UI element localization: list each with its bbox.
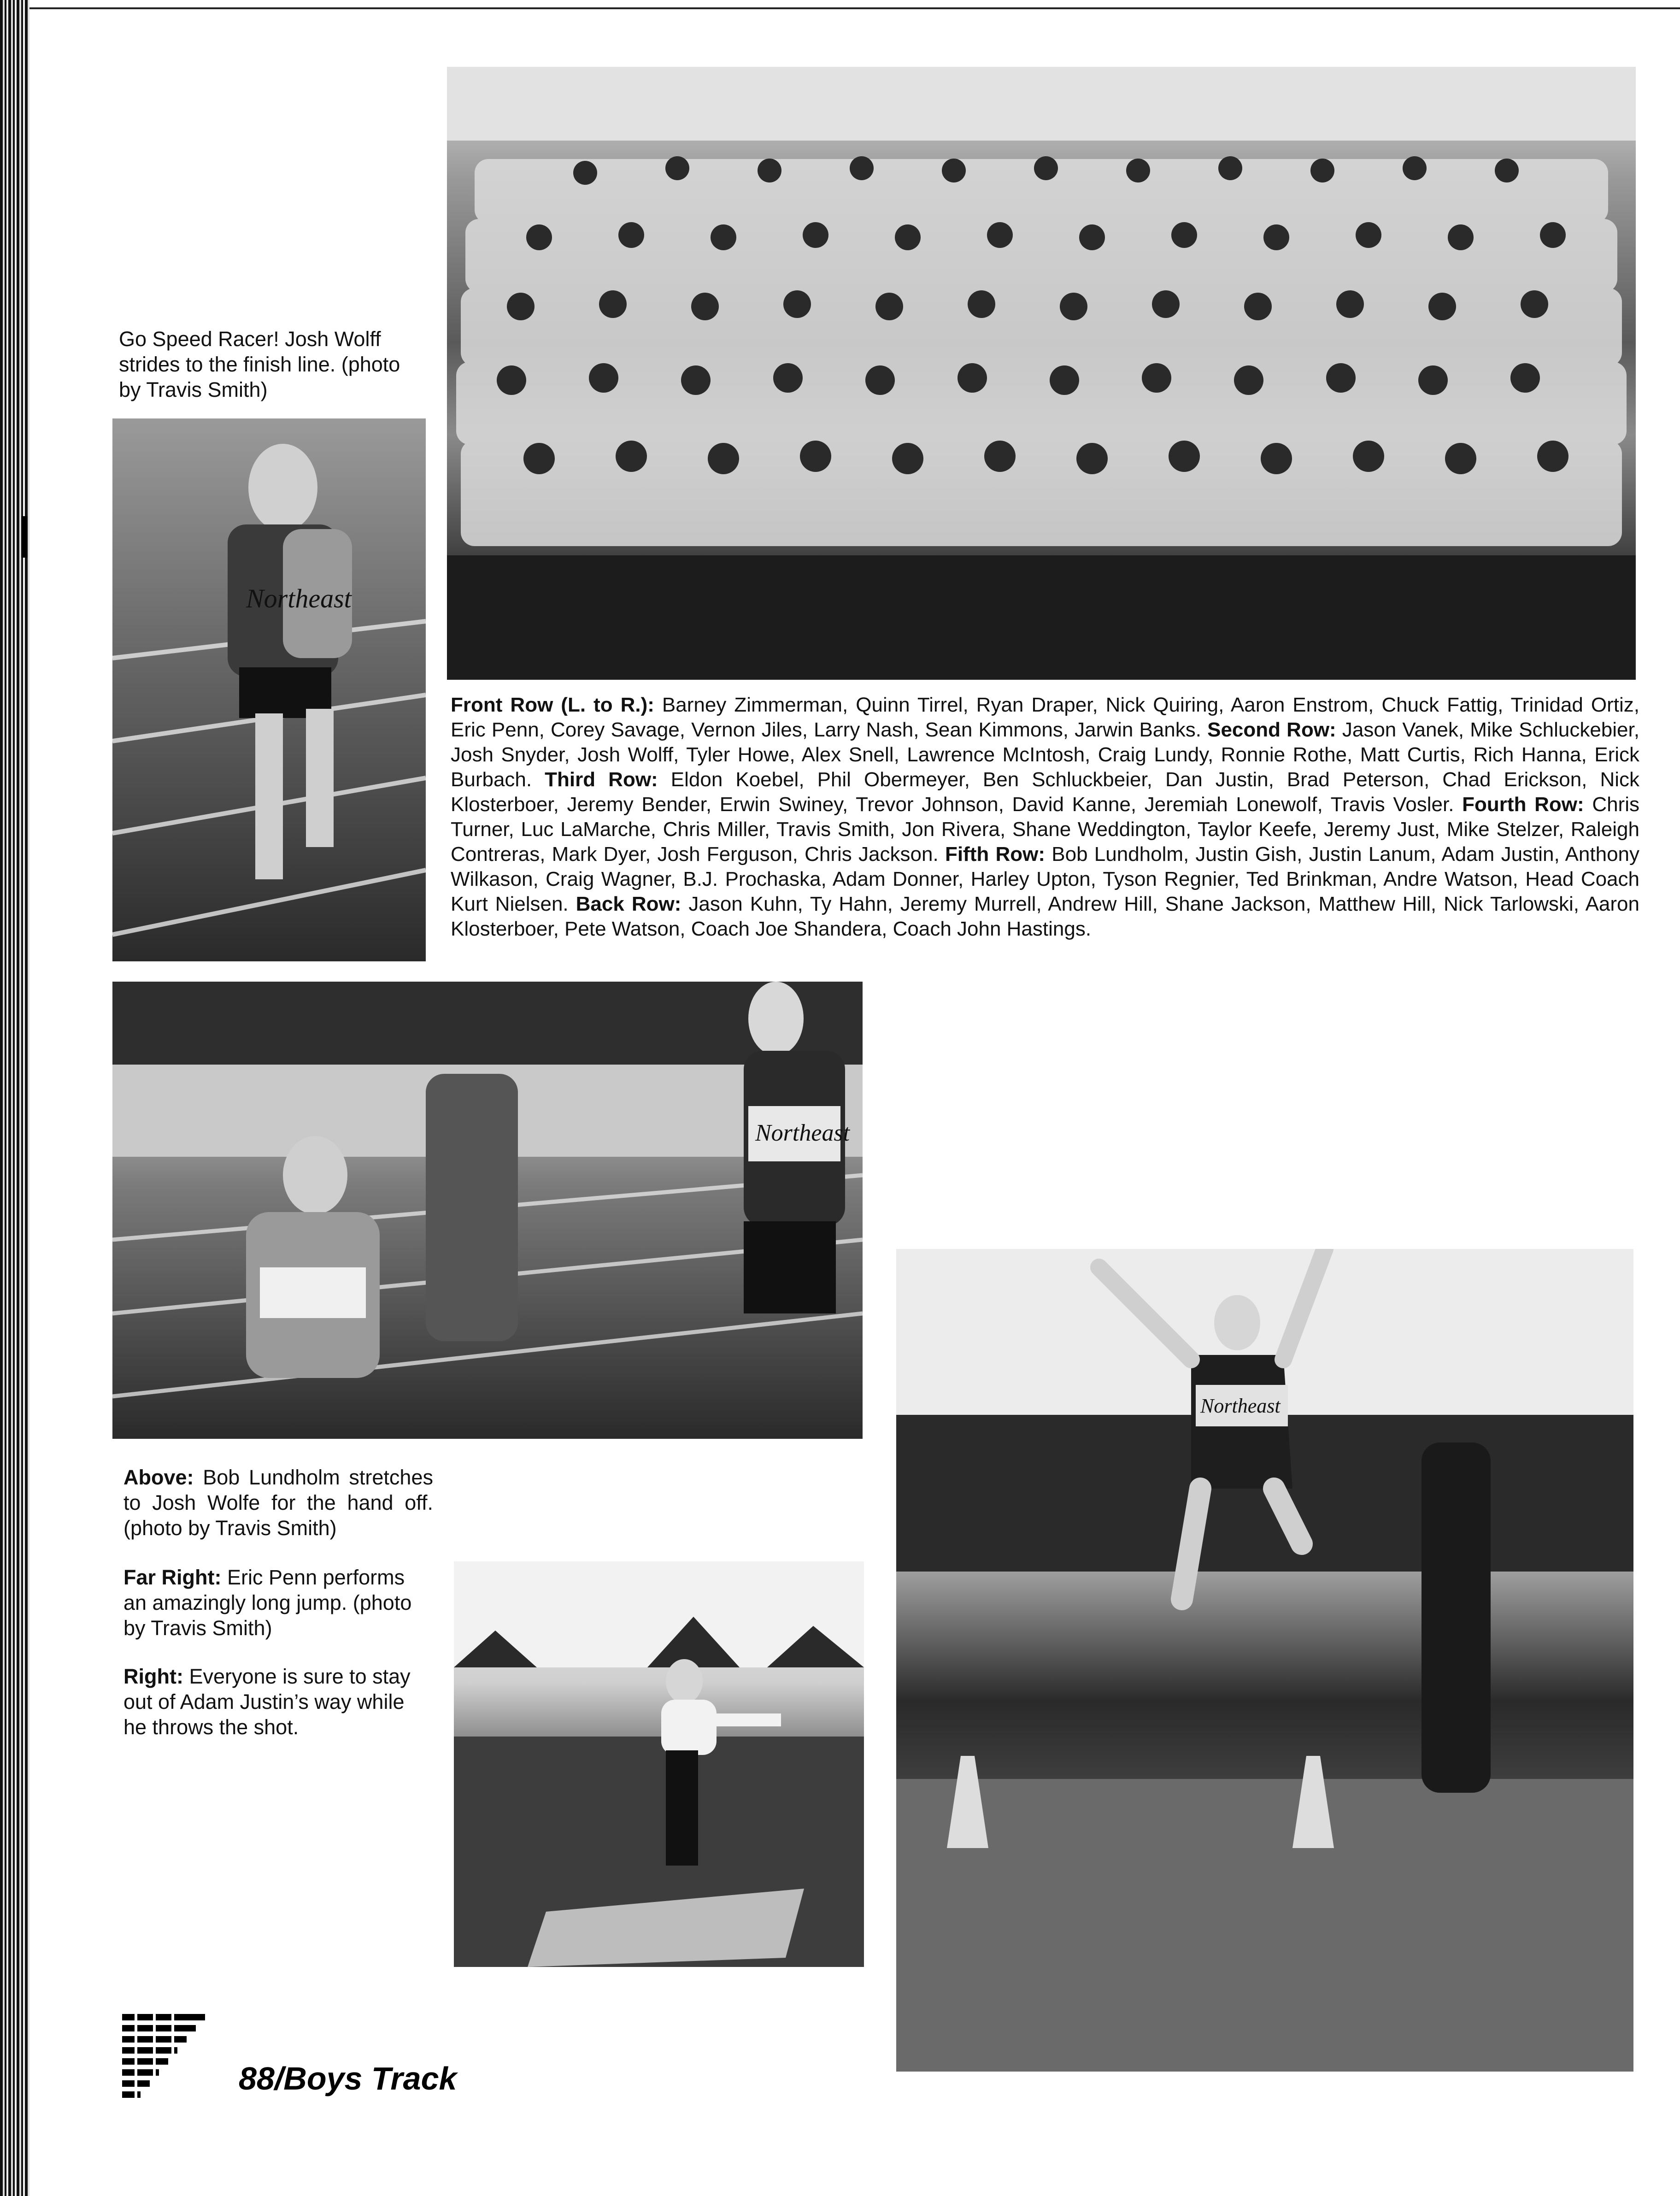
roster-third: Eldon Koebel, Phil Obermeyer, Ben Schluckbeier, Dan Justin, Brad Peterson, Chad Erickson, Nick Klosterboer, Jeremy Bender, Erwin Swiney, Trevor Johnson, David Kanne, Jeremiah Lonewolf, Travis Vosler. [451, 768, 1639, 816]
roster-second: Jason Vanek, Mike Schluckebier, Josh Snyder, Josh Wolff, Tyler Howe, Alex Snell, Lawrence McIntosh, Craig Lundy, Ronnie Rothe, Matt Curtis, Rich Hanna, Erick Burbach. [451, 718, 1639, 791]
above-caption-text: Bob Lundholm stretches to Josh Wolfe for the hand off. (photo by Travis Smith) [123, 1466, 433, 1540]
right-caption-text: Everyone is sure to stay out of Adam Justin’s way while he throws the shot. [123, 1665, 411, 1739]
page-folio: 88/Boys Track [239, 2061, 457, 2096]
runner-jersey-text: Northeast [246, 583, 352, 613]
relay-photo [112, 982, 863, 1439]
above-caption [123, 1465, 433, 1541]
above-caption-label: Above: [123, 1466, 194, 1489]
right-caption-label: Right: [123, 1665, 183, 1688]
relay-jersey-text: Northeast [755, 1120, 850, 1146]
roster-front-label: Front Row (L. to R.): [451, 694, 654, 716]
roster-fifth-label: Fifth Row: [945, 843, 1046, 865]
spine-mark [21, 516, 28, 558]
jump-jersey-text: Northeast [1200, 1395, 1281, 1417]
runner-caption: Go Speed Racer! Josh Wolff strides to the finish line. (photo by Travis Smith) [119, 327, 400, 401]
runner-photo [112, 418, 426, 961]
far-right-caption-text: Eric Penn performs an amazingly long jump. (photo by Travis Smith) [123, 1566, 412, 1640]
roster-third-label: Third Row: [545, 768, 658, 791]
team-roster [451, 693, 1639, 942]
top-rule [29, 7, 1680, 9]
far-right-caption-label: Far Right: [123, 1566, 222, 1589]
roster-back-label: Back Row: [576, 893, 681, 915]
long-jump-photo [896, 1249, 1633, 2072]
roster-fourth-label: Fourth Row: [1462, 793, 1584, 816]
roster-fifth: Bob Lundholm, Justin Gish, Justin Lanum, Adam Justin, Anthony Wilkason, Craig Wagner, B.J. Prochaska, Adam Donner, Harley Upton, Tyson Regnier, Ted Brinkman, Andre Watson, Head Coach Kurt Nielsen. [451, 843, 1640, 915]
roster-back: Jason Kuhn, Ty Hahn, Jeremy Murrell, Andrew Hill, Shane Jackson, Matthew Hill, Nick Tarlowski, Aaron Klosterboer, Pete Watson, Coach Joe Shandera, Coach John Hastings. [451, 893, 1639, 940]
roster-second-label: Second Row: [1207, 718, 1336, 741]
shot-put-photo [454, 1561, 864, 1967]
folio-brick-icon [122, 2014, 205, 2102]
team-photo [447, 67, 1636, 680]
roster-front: Barney Zimmerman, Quinn Tirrel, Ryan Draper, Nick Quiring, Aaron Enstrom, Chuck Fattig, Trinidad Ortiz, Eric Penn, Corey Savage, Vernon Jiles, Larry Nash, Sean Kimmons, Jarwin Banks. [451, 694, 1639, 741]
book-spine [0, 0, 29, 2196]
far-right-caption [123, 1565, 433, 1641]
right-caption [123, 1664, 433, 1740]
roster-fourth: Chris Turner, Luc LaMarche, Chris Miller, Travis Smith, Jon Rivera, Shane Weddington, Taylor Keefe, Jeremy Just, Mike Stelzer, Raleigh Contreras, Mark Dyer, Josh Ferguson, Chris Jackson. [451, 793, 1639, 865]
